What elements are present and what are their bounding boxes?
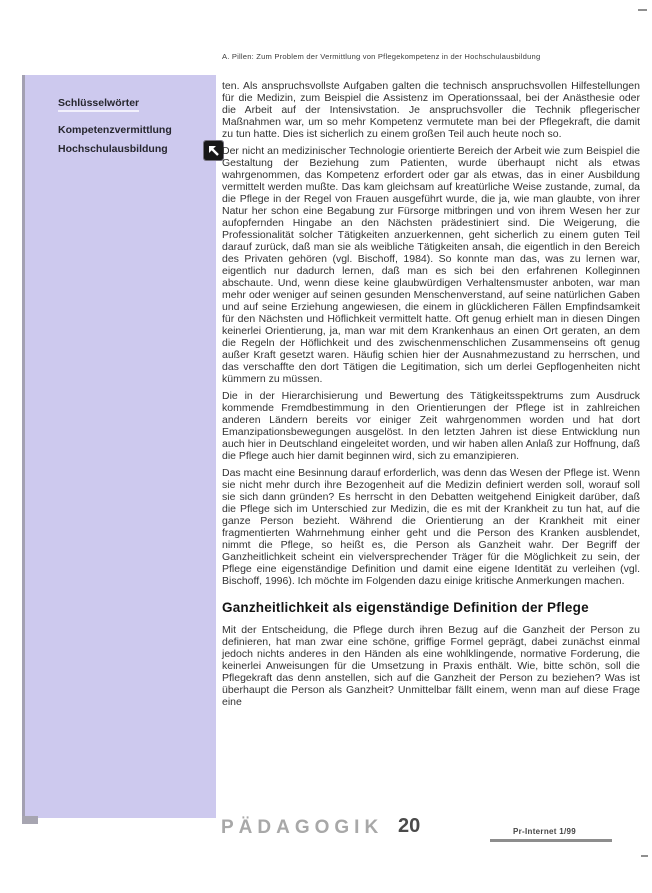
keyword-item: Kompetenzvermittlung	[58, 124, 172, 136]
body-paragraph: Das macht eine Besinnung darauf erforderlich, was denn das Wesen der Pflege ist. Wenn sie nicht mehr durch ihre Bezogenheit auf die Medizin definiert werden soll, worauf soll sie sich dann gründen? Es herrscht in den Debatten weitgehend Einigkeit darüber, daß die Pflege sich im Unterschied zur Medizin, die es mit der Krankheit zu tun hat, auf die ganze Person bezieht. Während die Orientierung an der Krankheit mit einer fragmentierten Wahrnehmung einher geht und die Person des Kranken ausblendet, nimmt die Pflege, so heißt es, die Person als Ganzheit wahr. Der Begriff der Ganzheitlichkeit scheint ein vielversprechender Träger für die Möglichkeit zu sein, der Pflege eine eigenständige Definition und damit eine eigene Identität zu verleihen (vgl. Bischoff, 1996). Ich möchte im Folgenden dazu einige kritische Anmerkungen machen.	[222, 467, 640, 587]
page-number: 20	[398, 815, 421, 837]
arrow-up-left-glyph	[206, 143, 221, 158]
body-paragraph: Die in der Hierarchisierung und Bewertung des Tätigkeitsspektrums zum Ausdruck kommende Fremdbestimmung in den Orientierungen der Pflege ist in zahlreichen anderen Ländern bereits vor einiger Zeit wahrgenommen worden und hat dort Emanzipationsbewegungen ausgelöst. In den letzten Jahren ist diese Entwicklung nun auch hier in Deutschland eingeleitet worden, und wir haben allen Anlaß zur Hoffnung, daß die Pflege auch hier damit beginnen wird, sich zu emanzipieren.	[222, 390, 640, 462]
keyword-item: Hochschulausbildung	[58, 143, 168, 155]
body-paragraph: ten. Als anspruchsvollste Aufgaben galten die technisch anspruchsvollen Hilfestellungen für die Medizin, zum Beispiel die Assistenz im Operationssaal, bei der Anästhesie oder die Arbeit auf der Intensivstation. Je anspruchsvoller die Technik pflegerischer Maßnahmen war, um so mehr Kompetenz vermutete man bei der Pflegekraft, die damit zu tun hatte. Dies ist sicherlich zu einem großen Teil auch heute noch so.	[222, 80, 640, 140]
sidebar-bottom-mark	[22, 816, 38, 824]
keywords-title: Schlüsselwörter	[58, 97, 139, 112]
body-paragraph: Der nicht an medizinischer Technologie orientierte Bereich der Arbeit wie zum Beispiel die Gestaltung der Beziehung zum Patienten, wurde überhaupt nicht als etwas wahrgenommen, das Kompetenz erfordert oder gar als etwas, das in einer Ausbildung vermittelt werden mußte. Das kam gleichsam auf kreatürliche Weise zustande, zumal, da die Pflege in der Regel von Frauen ausgeführt wurde, die ja, wie man glaubte, von ihrer Natur her schon eine Begabung zur Fürsorge mitbringen und von ihrem Wesen her zur aufopfernden Hingabe an den Nächsten prädestiniert sind. Die Weigerung, die Professionalität solcher Tätigkeiten anzuerkennen, geht sicherlich zu einem guten Teil darauf zurück, daß man sie als weibliche Tätigkeiten ansah, die eigentlich in den Bereich des Privaten gehören (vgl. Bischoff, 1984). So konnte man das, was zu lernen war, eigentlich nur dadurch lernen, daß man es sich bei den erfahrenen Kolleginnen abschaute. Und, wenn diese keine glaubwürdigen Verhaltensmuster anboten, war man mehr oder weniger auf seinen gesunden Menschenverstand, auf seine natürlichen Gaben und auf seine Erziehung angewiesen, die einem in glücklicheren Fällen Empfindsamkeit für den Nächsten und Höflichkeit vermittelt hatte. Oft genug erhielt man in diesen Dingen keinerlei Orientierung, ja, man war mit dem Krankenhaus an einen Ort geraten, an dem die Regeln der Höflichkeit und des zwischenmenschlichen Zusammenseins oft genug außer Kraft gesetzt waren. Häufig schien hier der Ausnahmezustand zu herrschen, und das verschaffte den dort Tätigen die Legitimation, sich um derlei Gepflogenheiten nicht kümmern zu müssen.	[222, 145, 640, 385]
body-paragraph: Mit der Entscheidung, die Pflege durch ihren Bezug auf die Ganzheit der Person zu definieren, hat man zwar eine schöne, griffige Formel geprägt, dabei zunächst einmal jedoch nichts anderes in den Händen als eine wohlklingende, normative Forderung, die keinerlei Anweisungen für die Umsetzung in Praxis enthält. Wie, bitte schön, soll die Pflegekraft das denn anstellen, sich auf die Ganzheit der Person zu beziehen? Was ist überhaupt die Person als Ganzheit? Unmittelbar fällt einem, wenn man auf diese Frage eine	[222, 623, 640, 708]
issue-underline	[490, 839, 612, 842]
running-header: A. Pillen: Zum Problem der Vermittlung von Pflegekompetenz in der Hochschulausbildung	[222, 52, 541, 61]
article-body	[222, 80, 640, 713]
section-heading: Ganzheitlichkeit als eigenständige Definition der Pflege	[222, 600, 589, 615]
arrow-up-left-icon	[204, 141, 223, 160]
keywords-sidebar	[22, 75, 216, 818]
crop-mark-top-right	[638, 9, 647, 11]
crop-mark-bottom-right	[641, 855, 648, 857]
journal-name: PÄDAGOGIK	[221, 817, 384, 838]
issue-label: Pr-Internet 1/99	[513, 827, 577, 836]
